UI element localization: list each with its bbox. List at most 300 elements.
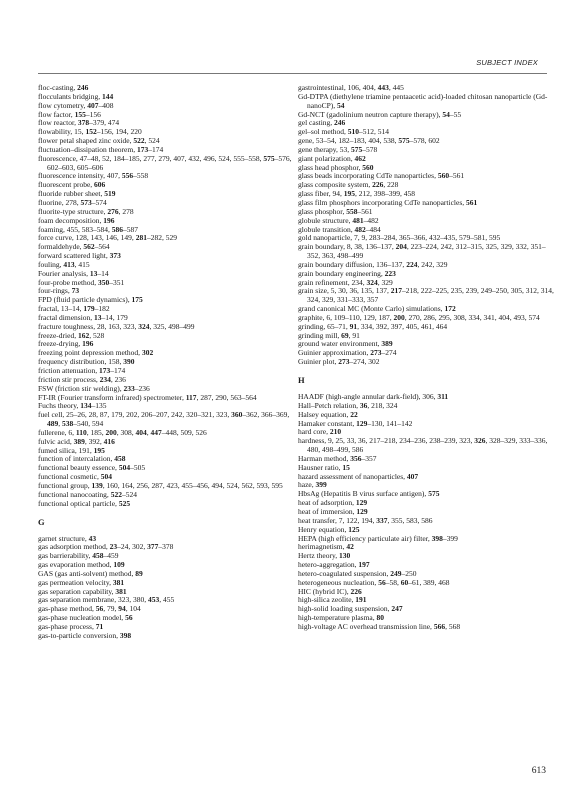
index-entry-text: –274, 302 [349,357,380,367]
index-entry-text: –236 [134,383,150,393]
index-page-ref-primary: 575 [428,489,440,499]
index-entry-text: flow reactor, [38,118,78,128]
index-page-ref-primary: 162 [77,330,90,340]
index-page-ref-primary: 381 [112,577,125,587]
index-entry-text: four-rings, [38,286,72,296]
index-entry-text: –182 [94,304,110,314]
index-page-ref-primary: 324 [138,321,150,331]
index-page-ref-primary: 273 [338,357,350,367]
index-entry-text: glass beads incorporating CdTe nanoparticles, [298,171,438,181]
index-entry-text: fluorescence intensity, 407, [38,171,122,181]
index-page-ref-primary: 519 [104,189,116,199]
index-entry-text: flow cytometry, [38,100,88,110]
index-entry-text: heterogeneous nucleation, [298,577,379,587]
index-entry-text: –484 [365,224,381,234]
index-entry-text: haze, [298,480,316,490]
index-entry-text: Hamaker constant, [298,418,357,428]
index-entry-text: , 524 [144,136,160,146]
index-page-ref-primary: 173 [99,366,111,375]
index-entry-text: , 236 [110,374,126,384]
index-entry-text: glass fiber, 94, [298,189,344,199]
index-page-ref-primary: 54 [337,100,345,110]
index-entry-text: HbsAg (Hepatitis B virus surface antigen), [298,489,429,499]
index-entry-text: glass film phosphors incorporating CdTe nanoparticles, [298,197,466,207]
index-entry-text: four-probe method, [38,277,99,287]
index-page-ref-primary: 210 [329,427,342,437]
index-entry-text: GAS (gas anti-solvent) method, [38,568,136,578]
index-entry-text: grain refinement, 234, [298,277,367,287]
index-entry-text: grain boundary engineering, [298,268,385,278]
index-page-ref-primary: 22 [350,409,358,419]
index-entry-text: grain boundary, 8, 38, 136–137, [298,242,396,252]
index-page-ref-primary: 129 [356,418,368,428]
index-page-ref-primary: 204 [395,242,407,252]
index-entry-text: grinding, 65–71, [298,321,350,331]
index-entry-text: , 223–224, 242, 312–315, 325, 329, 332, 351–352, 363, 498–499 [307,242,546,261]
index-entry-text: heat transfer, 7, 122, 194, [298,515,377,525]
index-page-ref-primary: 13 [94,312,102,322]
index-page-ref-primary: 195 [93,445,105,455]
index-entry-text: Halsey equation, [298,409,351,419]
index-page-ref-primary: 453 [147,595,160,605]
index-page-ref-primary: 139 [91,480,103,490]
index-page-ref-primary: 407 [406,471,419,481]
index-entry-text: hard core, [298,427,330,437]
index-page-ref-primary: 350 [98,277,110,287]
index-page-ref-primary: 381 [115,586,127,596]
index-page-ref-primary: 56 [125,613,133,623]
index-page-ref-primary: 566 [433,621,446,631]
index-entry-text: gas-to-particle conversion, [38,630,120,640]
index-page-ref-primary: 249 [390,568,402,578]
index-entry-text: functional nanocoating, [38,489,111,499]
index-page-ref-primary: 196 [103,215,115,225]
index-page-ref-primary: 573 [80,197,92,207]
index-page-ref-primary: 404 [135,427,147,437]
index-page-ref-primary: 560 [362,162,374,172]
index-entry-text: , 455 [159,595,175,605]
index-entry-text: gastrointestinal, 106, 404, [298,83,378,92]
index-page-ref-primary: 226 [372,180,384,190]
index-page-ref-primary: 458 [114,454,126,464]
index-entry-text: heat of immersion, [298,506,357,516]
index-entry-text: glass head phosphor, [298,162,363,172]
index-entry-text: Gd-NCT (gadolinium neutron capture therapy), [298,109,443,119]
index-entry-text: –574 [91,197,107,207]
index-entry-text: fracture toughness, 28, 163, 323, [38,321,139,331]
index-entry-text: –540, 594 [73,419,104,429]
index-entry-text: fractal dimension, [38,312,95,322]
index-page-ref-primary: 575 [351,144,363,154]
index-entry-text: , 355, 583, 586 [387,515,433,525]
index-page-ref-primary: 510 [347,127,360,137]
index-entry-text: freeze-dried, [38,330,78,340]
index-page-ref-primary: 224 [406,259,418,269]
index-entry-text: –379, 474 [89,118,120,128]
index-entry-text: high-temperature plasma, [298,613,377,623]
index-page-ref-primary: 462 [354,153,366,163]
index-entry-text: functional optical particle, [38,498,119,508]
index-page-ref-primary: 89 [135,568,143,578]
index-page-ref-primary: 110 [75,427,87,437]
index-page-ref-primary: 482 [354,224,366,234]
index-entry-text: –362, 366–369, [242,410,290,420]
index-page-ref-primary: 246 [334,118,346,128]
index-page-ref-primary: 247 [391,604,403,614]
index-entry [38,632,296,641]
index-page-ref-primary: 458 [92,551,104,561]
index-entry-text: foam decomposition, [38,215,104,225]
index-entry-text: floc-casting, [38,83,78,92]
index-entry-text: , 91 [348,330,360,340]
index-entry-text: –174 [110,366,126,375]
index-entry-text: , 104 [125,604,141,614]
index-page-ref-primary: 226 [350,586,362,596]
index-entry-text: gas barrierability, [38,551,93,561]
index-entry-text: Hall–Petch relation, [298,400,360,410]
index-page-ref-primary: 60 [400,577,409,587]
index-entry-text: gas separation membrane, 323, 380, [38,595,148,605]
index-page-ref-primary: 378 [77,118,90,128]
index-entry-text: FT-IR (Fourier transform infrared) spectrometer, [38,392,186,402]
index-entry-text: , 287, 290, 563–564 [196,392,257,402]
index-page-ref-primary: 54 [442,109,450,119]
index-page-ref-primary: 109 [113,560,125,570]
index-page-ref-primary: 504 [118,463,131,473]
index-entry-text: fouling, [38,259,64,269]
section-letter-heading: H [298,375,305,385]
index-page-ref-primary: 152 [85,127,97,137]
index-page-ref-primary: 377 [147,542,159,552]
index-entry-text: , 325, 498–499 [149,321,195,331]
index-entry-text: friction stir process, [38,374,100,384]
index-page-ref-primary: 134 [80,401,92,411]
index-page-ref-primary: 73 [71,286,80,296]
index-entry-text: giant polarization, [298,153,355,163]
index-page-ref-primary: 281 [135,233,147,243]
index-entry-text: –482 [363,215,379,225]
index-page-ref-primary: 356 [350,453,362,463]
index-entry-text: fluoride rubber sheet, [38,189,105,199]
index-entry-text: , 415 [74,259,90,269]
index-entry-text: gas separation capability, [38,586,116,596]
index-entry-text: flow factor, [38,109,75,119]
index-entry-text: gene, 53–54, 182–183, 404, 538, [298,136,399,146]
index-page-ref-primary: 155 [74,109,86,119]
index-page-ref-primary: 407 [87,100,99,110]
header-rule [38,73,547,74]
index-entry-text: –512, 514 [359,127,390,137]
index-entry-text: Harman method, [298,453,351,463]
index-entry-text: –58, [385,577,401,587]
index-entry-text: –351 [109,277,125,287]
index-page-ref-primary: 125 [348,524,360,534]
index-entry-text: –448, 509, 526 [161,427,207,437]
index-page-ref-primary: 223 [384,268,396,278]
index-page-ref-primary: 390 [123,357,135,367]
index-page-ref-primary: 522 [133,136,145,146]
index-entry-text: herimagnetism, [298,542,347,552]
index-page-ref-primary: 246 [77,83,89,92]
index-page-ref-primary: 399 [315,480,327,490]
index-page-ref-primary: 175 [131,295,143,305]
index-entry-text: , 334, 392, 397, 405, 461, 464 [357,321,448,331]
index-entry-text: –174 [148,144,164,154]
index-entry-text: –55 [449,109,462,119]
index-page-ref-primary: 197 [358,560,370,570]
index-entry-text: –274 [381,348,397,358]
index-page-ref-primary: 130 [338,551,351,561]
index-entry-text: , 79, [103,604,119,614]
index-entry-text: –561 [449,171,465,181]
index-entry-text: FSW (friction stir welding), [38,383,124,393]
index-entry-text: graphite, 6, 109–110, 129, 187, [298,312,394,322]
index-entry-text: ground water environment, [298,339,382,349]
index-entry-text: gas permeation velocity, [38,577,113,587]
index-entry [38,500,296,509]
index-entry-text: grinding mill, [298,330,342,340]
index-page-ref-primary: 56 [378,577,386,587]
index-entry-text: globule transition, [298,224,355,234]
index-entry-text: force curve, 128, 143, 146, 149, [38,233,136,243]
index-page-ref-primary: 173 [136,144,149,154]
index-page-ref-primary: 504 [100,472,112,482]
index-entry-text: fractal, 13–14, [38,304,84,314]
index-column-right [298,84,556,632]
index-entry-text: fluorite-type structure, [38,206,108,216]
index-page-ref-primary: 525 [118,498,131,508]
index-page-ref-primary: 69 [341,330,349,340]
index-page-ref-primary: 23 [109,542,118,552]
index-page-ref-primary: 233 [123,383,135,393]
index-page-ref-primary: 129 [355,498,368,508]
index-entry-text: –558 [133,171,149,181]
index-entry-text: , [58,419,62,429]
index-entry-text: gas adsorption method, [38,542,110,552]
index-entry-text: –505 [130,463,146,473]
index-entry-text: gene therapy, 53, [298,144,352,154]
index-entry-text: Gd-DTPA (diethylene triamine pentaacetic acid)-loaded chitosan nanoparticle (Gd-nanoCP), [298,91,548,110]
index-entry-text: functional cosmetic, [38,472,101,482]
index-entry-text: hardness, 9, 25, 33, 36, 217–218, 234–236, 238–239, 323, [298,436,475,446]
index-entry-text: gas evaporation method, [38,560,114,570]
index-entry-text: globule structure, [298,215,353,225]
index-entry-text: fluorine, 278, [38,197,81,207]
index-entry-text: –14, 179 [101,312,128,322]
index-page-ref-primary: 389 [381,339,393,349]
index-column-left [38,84,296,641]
index-page-ref-primary: 324 [366,277,378,287]
index-entry-text: high-voltage AC overhead transmission line, [298,621,434,631]
index-entry-text: high-solid loading suspension, [298,604,392,614]
index-entry-text: fluctuation–dissipation theorem, [38,144,137,154]
index-entry-text: fuel cell, 25–26, 28, 87, 179, 202, 206–207, 242, 320–321, 323, [38,410,232,420]
index-page-ref-primary: 481 [352,215,364,225]
index-entry-text: , 218, 324 [367,400,398,410]
index-entry-text: function of intercalation, [38,454,115,464]
index-page-ref-primary: 273 [370,348,382,358]
index-page-ref-primary: 13 [89,268,98,278]
index-entry-text: Fuchs theory, [38,401,81,411]
index-entry-text: –357 [361,453,377,463]
index-entry-text: frequency distribution, 158, [38,357,124,367]
index-entry-text: Guinier approximation, [298,348,371,358]
index-entry-text: , 160, 164, 256, 287, 423, 455–456, 494, 524, 562, 593, 595 [102,480,283,490]
index-entry-text: , 528 [89,330,105,340]
index-entry [298,358,556,367]
section-letter-heading: G [38,516,45,527]
index-page-ref-primary: 172 [444,304,456,314]
index-entry-text: FPD (fluid particle dynamics), [38,295,132,305]
index-entry-text: hetero-coagulated suspension, [298,568,391,578]
index-entry-text: –24, 302, [117,542,148,552]
index-page-ref-primary: 15 [342,462,350,472]
index-entry-text: glass composite system, [298,180,373,190]
index-entry-text: –282, 529 [146,233,177,243]
index-entry-text: Hausner ratio, [298,462,343,472]
index-page-ref-primary: 234 [99,374,111,384]
index-entry-text: –576, 602–603, 605–606 [47,153,292,172]
index-page-ref-primary: 191 [355,595,367,605]
index-entry-text: –524 [121,489,137,499]
index-page-ref-primary: 144 [101,91,114,101]
index-page-ref-primary: 489 [47,419,59,429]
index-entry-text: –399 [442,533,458,543]
index-entry-text: , [146,427,151,437]
index-entry-text: , 228 [383,180,399,190]
index-entry-text: flowability, 15, [38,127,86,137]
index-entry-text: , 392, [84,436,104,446]
index-entry-text: –156 [85,109,101,119]
index-entry-text: HAADF (high-angle annular dark-field), 306, [298,392,438,401]
index-page-ref-primary: 447 [150,427,162,437]
index-entry-text: flower petal shaped zinc oxide, [38,136,134,146]
index-entry [298,287,556,305]
index-entry-text: high-silica zeolite, [298,595,356,605]
index-page-ref-primary: 337 [376,515,388,525]
index-entry-text: –156, 194, 220 [96,127,142,137]
index-page-ref-primary: 179 [83,304,95,314]
index-entry-text: fumed silica, 191, [38,445,94,455]
index-page-ref-primary: 276 [107,206,119,216]
index-entry-text: glass phosphor, [298,206,347,216]
running-header: SUBJECT INDEX [476,58,538,67]
index-entry [298,437,556,455]
index-page-ref-primary: 311 [437,392,449,401]
index-entry-text: , 329 [377,277,393,287]
index-entry [298,473,556,482]
index-entry-text: formaldehyde, [38,242,84,252]
index-entry-text: forward scattered light, [38,251,110,261]
index-entry-text: , 278 [118,206,134,216]
index-entry-text: , 212, 398–399, 458 [354,189,415,199]
index-page-ref-primary: 522 [110,489,122,499]
index-entry-text: Fourier analysis, [38,268,90,278]
index-entry-text: garnet structure, [38,533,89,543]
index-entry-text: gel casting, [298,118,335,128]
index-page-ref-primary: 42 [346,542,354,552]
index-entry-text: grand canonical MC (Monte Carlo) simulations, [298,304,445,314]
index-page-ref-primary: 575 [263,153,275,163]
index-entry-text: –14 [97,268,109,278]
index-page-ref-primary: 56 [95,604,104,614]
index-page-ref-primary: 195 [343,189,355,199]
index-entry [298,623,556,632]
index-entry-text: freeze-drying, [38,339,83,349]
index-entry-text: –561 [357,206,373,216]
index-entry-text: –587 [123,224,138,234]
index-entry-text: gas-phase process, [38,621,96,631]
index-entry-text: –135 [91,401,107,411]
index-page-ref-primary: 398 [119,630,132,640]
index-page-ref-primary: 91 [349,321,358,331]
index-page-ref-primary: 71 [95,621,104,631]
index-page-ref-primary: 129 [356,506,368,516]
index-page-ref-primary: 398 [431,533,443,543]
index-page-ref-primary: 560 [437,171,450,181]
index-entry-text: fluorescent probe, [38,180,95,190]
index-page-ref-primary: 558 [346,206,358,216]
index-entry-text: , 308, [116,427,136,437]
index-page-ref-primary: 36 [359,400,368,410]
index-entry-text: hazard assessment of nanoparticles, [298,471,407,481]
index-entry-text: –578 [362,144,378,154]
index-entry-text: gas-phase method, [38,604,96,614]
index-entry-text: HEPA (high efficiency particulate air) filter, [298,533,432,543]
index-entry-text: Hertz theory, [298,551,339,561]
index-entry [38,155,296,173]
index-page-ref-primary: 416 [103,436,115,446]
index-page-ref-primary: 413 [63,259,75,269]
index-entry-text: –130, 141–142 [367,418,413,428]
index-page-ref-primary: 562 [83,242,95,252]
index-page-ref-primary: 94 [118,604,126,614]
index-entry-text: –459 [103,551,119,561]
index-entry [298,243,556,261]
index-entry-text: hetero-aggregation, [298,560,359,570]
index-entry-text: , 270, 286, 295, 308, 334, 341, 404, 493, 574 [404,312,540,322]
index-entry-text: fullerene, 6, [38,427,76,437]
index-entry-text: functional group, [38,480,92,490]
index-page-ref-primary: 43 [88,533,97,543]
index-entry-text: gold nanoparticle, 7, 9, 283–284, 365–366, 432–435, 579–581, 595 [298,233,501,243]
index-entry-text: –378 [158,542,174,552]
index-page-ref-primary: 196 [82,339,94,349]
index-entry-text: gel–sol method, [298,127,348,137]
index-entry-text: , 185, [86,427,106,437]
index-entry-text: Guinier plot, [298,357,339,367]
index-page-ref-primary: 200 [105,427,117,437]
page-number: 613 [531,766,546,776]
index-page-ref-primary: 200 [393,312,405,322]
index-page-ref-primary: 117 [185,392,197,402]
index-page-ref-primary: 556 [121,171,134,181]
index-entry-text: –578, 602 [409,136,440,146]
index-entry-text: gas-phase nucleation model, [38,613,126,623]
index-page-ref-primary: 217 [390,286,402,296]
index-page-ref-primary: 561 [466,197,478,207]
index-entry-text: –564 [94,242,110,252]
index-entry-text: , 242, 329 [417,259,448,269]
index-page-ref-primary: 606 [94,180,106,190]
index-page-ref-primary: 80 [376,613,385,623]
index-entry-text: , 568 [445,621,461,631]
index-entry-text: , 445 [388,83,404,92]
index-entry [298,93,556,111]
index-entry-text: –218, 222–225, 235, 239, 249–250, 305, 312, 314, 324, 329, 331–333, 357 [307,286,554,305]
index-entry-text: , 328–329, 333–336, 480, 498–499, 586 [307,436,548,455]
index-entry-text: functional beauty essence, [38,463,119,473]
